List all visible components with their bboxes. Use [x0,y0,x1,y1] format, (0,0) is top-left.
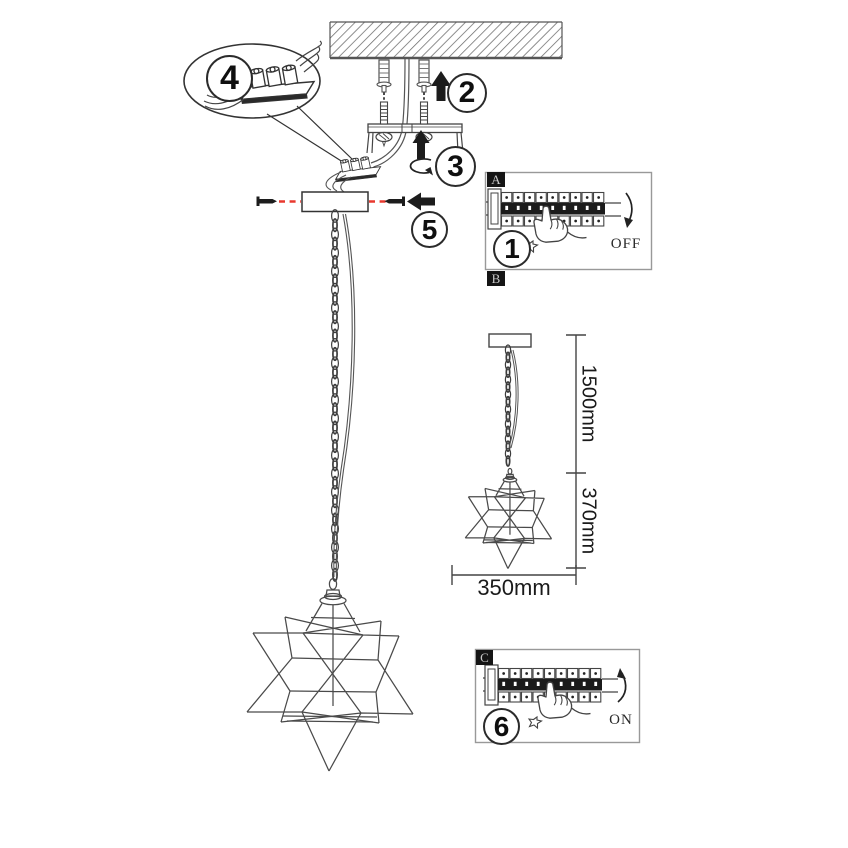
on-text: ON [609,712,633,728]
step-circle-4 [206,55,253,102]
step-circle-5 [411,211,448,248]
dimension-text: 1500mm [577,364,600,443]
rotate-icon [411,159,433,176]
on-label [601,712,641,729]
dimension-shade-width [464,575,564,601]
wall-anchor-right [417,60,431,92]
step-number: 1 [504,233,520,264]
panel-letter: A [491,171,501,187]
panel-label-b [487,271,505,286]
step-number: 4 [220,59,239,97]
dimension-text: 350mm [477,575,551,600]
dimension-diagram [452,334,586,585]
dimension-text: 370mm [577,487,600,555]
dimension-canopy [489,334,531,347]
dimension-shade-height [577,488,600,554]
panel-letter: C [480,649,489,665]
arrow-left-icon-step5 [407,193,435,211]
ceiling-section [330,22,562,58]
step-number: 5 [421,213,438,245]
step-number: 6 [493,710,510,742]
dimension-chain [505,345,510,466]
terminal-block [332,153,382,186]
off-label [604,236,648,253]
wall-anchor-left [377,60,391,92]
ceiling-canopy [257,192,406,212]
step-number: 3 [447,149,464,183]
mains-wires [371,58,409,167]
step-number: 2 [458,76,476,109]
panel-label-a [487,172,505,187]
panel-letter: B [491,270,501,286]
step-circle-2 [447,73,487,113]
step-circle-6 [483,708,520,745]
canopy-screw-right [385,197,406,207]
canopy-screw-left [257,197,278,207]
star-pendant-large [247,579,413,771]
panel-label-c [476,650,493,665]
step-circle-1 [493,230,531,268]
dimension-chain-drop [577,362,600,446]
star-pendant-small [465,468,551,568]
step-circle-3 [435,146,476,187]
off-text: OFF [610,236,642,252]
terminal-block-callout [184,41,352,164]
